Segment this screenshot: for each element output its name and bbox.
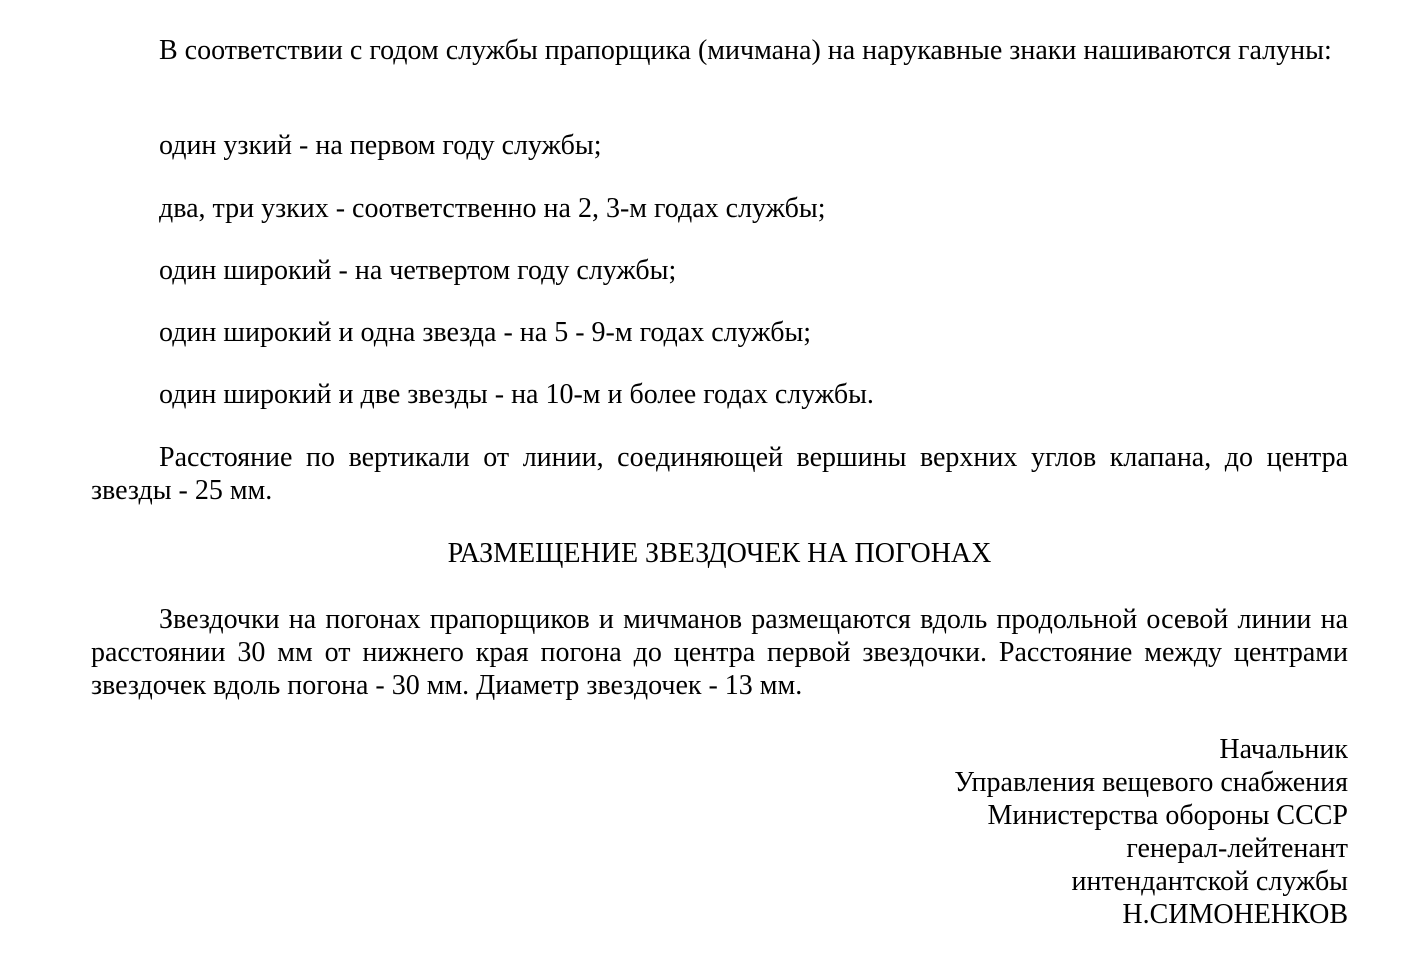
list-item: один узкий - на первом году службы; — [159, 130, 602, 161]
signature-department: Управления вещевого снабжения — [954, 767, 1348, 798]
signature-block — [954, 733, 1348, 931]
signature-name: Н.СИМОНЕНКОВ — [1122, 899, 1348, 930]
section-heading: РАЗМЕЩЕНИЕ ЗВЕЗДОЧЕК НА ПОГОНАХ — [447, 538, 992, 569]
signature-title: Начальник — [1219, 734, 1348, 765]
list-item: один широкий - на четвертом году службы; — [159, 255, 677, 286]
list-item: один широкий и две звезды - на 10-м и более годах службы. — [159, 379, 874, 410]
distance-paragraph: Расстояние по вертикали от линии, соединяющей вершины верхних углов клапана, до центра звезды - 25 мм. — [91, 442, 1348, 506]
signature-service: интендантской службы — [1071, 866, 1348, 897]
signature-rank: генерал-лейтенант — [1126, 833, 1348, 864]
intro-paragraph: В соответствии с годом службы прапорщика (мичмана) на нарукавные знаки нашиваются галуны: — [159, 35, 1332, 66]
list-item: один широкий и одна звезда - на 5 - 9-м годах службы; — [159, 317, 812, 348]
stars-paragraph: Звездочки на погонах прапорщиков и мичманов размещаются вдоль продольной осевой линии на расстоянии 30 мм от нижнего края погона до центра первой звездочки. Расстояние между центрами звездочек вдоль погона - 30 мм. Диаметр звездочек - 13 мм. — [91, 604, 1348, 701]
signature-ministry: Министерства обороны СССР — [987, 800, 1348, 831]
list-item: два, три узких - соответственно на 2, 3-м годах службы; — [159, 193, 826, 224]
